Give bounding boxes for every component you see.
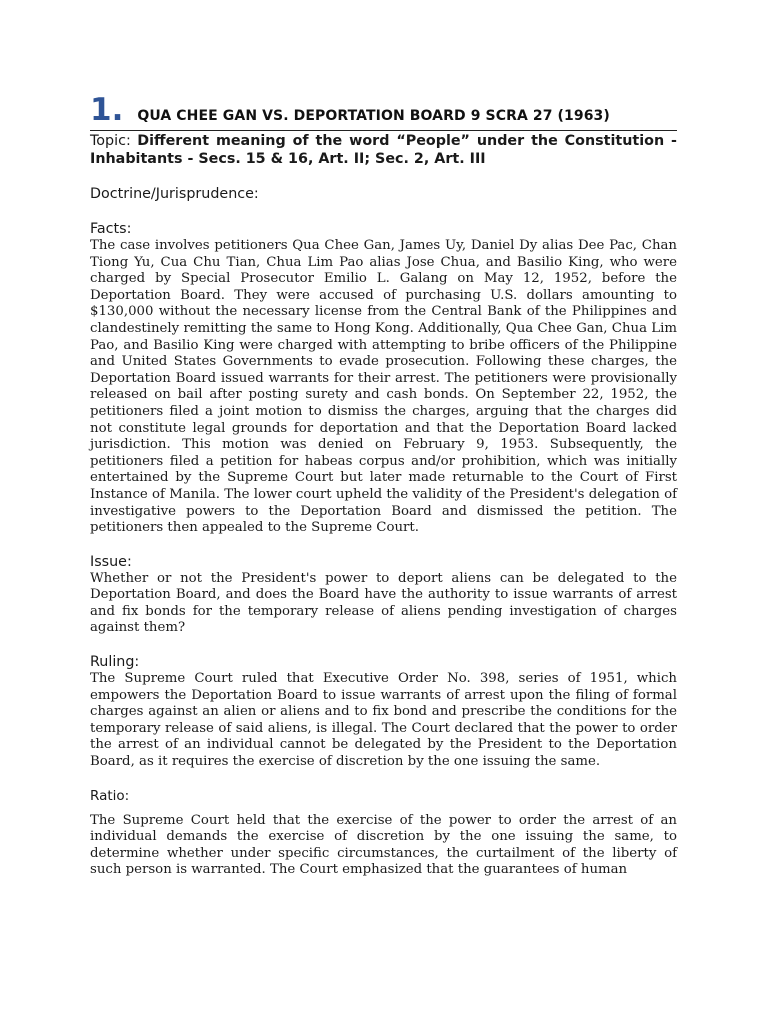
ruling-text: The Supreme Court ruled that Executive Order No. 398, series of 1951, which empowers the Deportation Board to issue warrants of arrest upon the filing of formal charges against an alien or aliens and to fix bond and prescribe the conditions for the temporary release of said aliens, is illegal. The Court declared that the power to order the arrest of an individual cannot be delegated by the President to the Deportation Board, as it requires the exercise of discretion by the one issuing the same.: [90, 671, 677, 770]
doctrine-label: Doctrine/Jurisprudence:: [90, 186, 259, 202]
issue-label: Issue:: [90, 553, 132, 570]
facts-text: The case involves petitioners Qua Chee Gan, James Uy, Daniel Dy alias Dee Pac, Chan Tiong Yu, Cua Chu Tian, Chua Lim Pao alias Jose Chua, and Basilio King, who were charged by Special Prosecutor Emilio L. Galang on May 12, 1952, before the Deportation Board. They were accused of purchasing U.S. dollars amounting to $130,000 without the necessary license from the Central Bank of the Philippines and clandestinely remitting the same to Hong Kong. Additionally, Qua Chee Gan, Chua Lim Pao, and Basilio King were charged with attempting to bribe officers of the Philippine and United States Governments to evade prosecution. Following these charges, the Deportation Board issued warrants for their arrest. The petitioners were provisionally released on bail after posting surety and cash bonds. On September 22, 1952, the petitioners filed a joint motion to dismiss the charges, arguing that the charges did not constitute legal grounds for deportation and that the Deportation Board lacked jurisdiction. This motion was denied on February 9, 1953. Subsequently, the petitioners filed a petition for habeas corpus and/or prohibition, which was initially entertained by the Supreme Court but later made returnable to the Court of First Instance of Manila. The lower court upheld the validity of the President's delegation of investigative powers to the Deportation Board and dismissed the petition. The petitioners then appealed to the Supreme Court.: [90, 238, 677, 536]
ratio-label: Ratio:: [90, 787, 130, 804]
case-number: 1.: [90, 92, 124, 128]
topic-paragraph: [90, 132, 677, 168]
topic-label: Topic:: [90, 133, 131, 149]
topic-text: Different meaning of the word “People” under the Constitution - Inhabitants - Secs. 15 & 16, Art. II; Sec. 2, Art. III: [90, 133, 677, 167]
document-page: [90, 92, 677, 879]
ruling-label: Ruling:: [90, 654, 140, 671]
case-heading: [90, 92, 677, 131]
issue-text: Whether or not the President's power to deport aliens can be delegated to the Deportation Board, and does the Board have the authority to issue warrants of arrest and fix bonds for the temporary release of aliens pending investigation of charges against them?: [90, 570, 677, 636]
ratio-text: The Supreme Court held that the exercise of the power to order the arrest of an individual demands the exercise of discretion by the one issuing the same, to determine whether under specific circumstances, the curtailment of the liberty of such person is warranted. The Court emphasized that the guarantees of human: [90, 812, 677, 878]
facts-label: Facts:: [90, 221, 132, 237]
case-title: QUA CHEE GAN VS. DEPORTATION BOARD 9 SCRA 27 (1963): [137, 108, 610, 124]
